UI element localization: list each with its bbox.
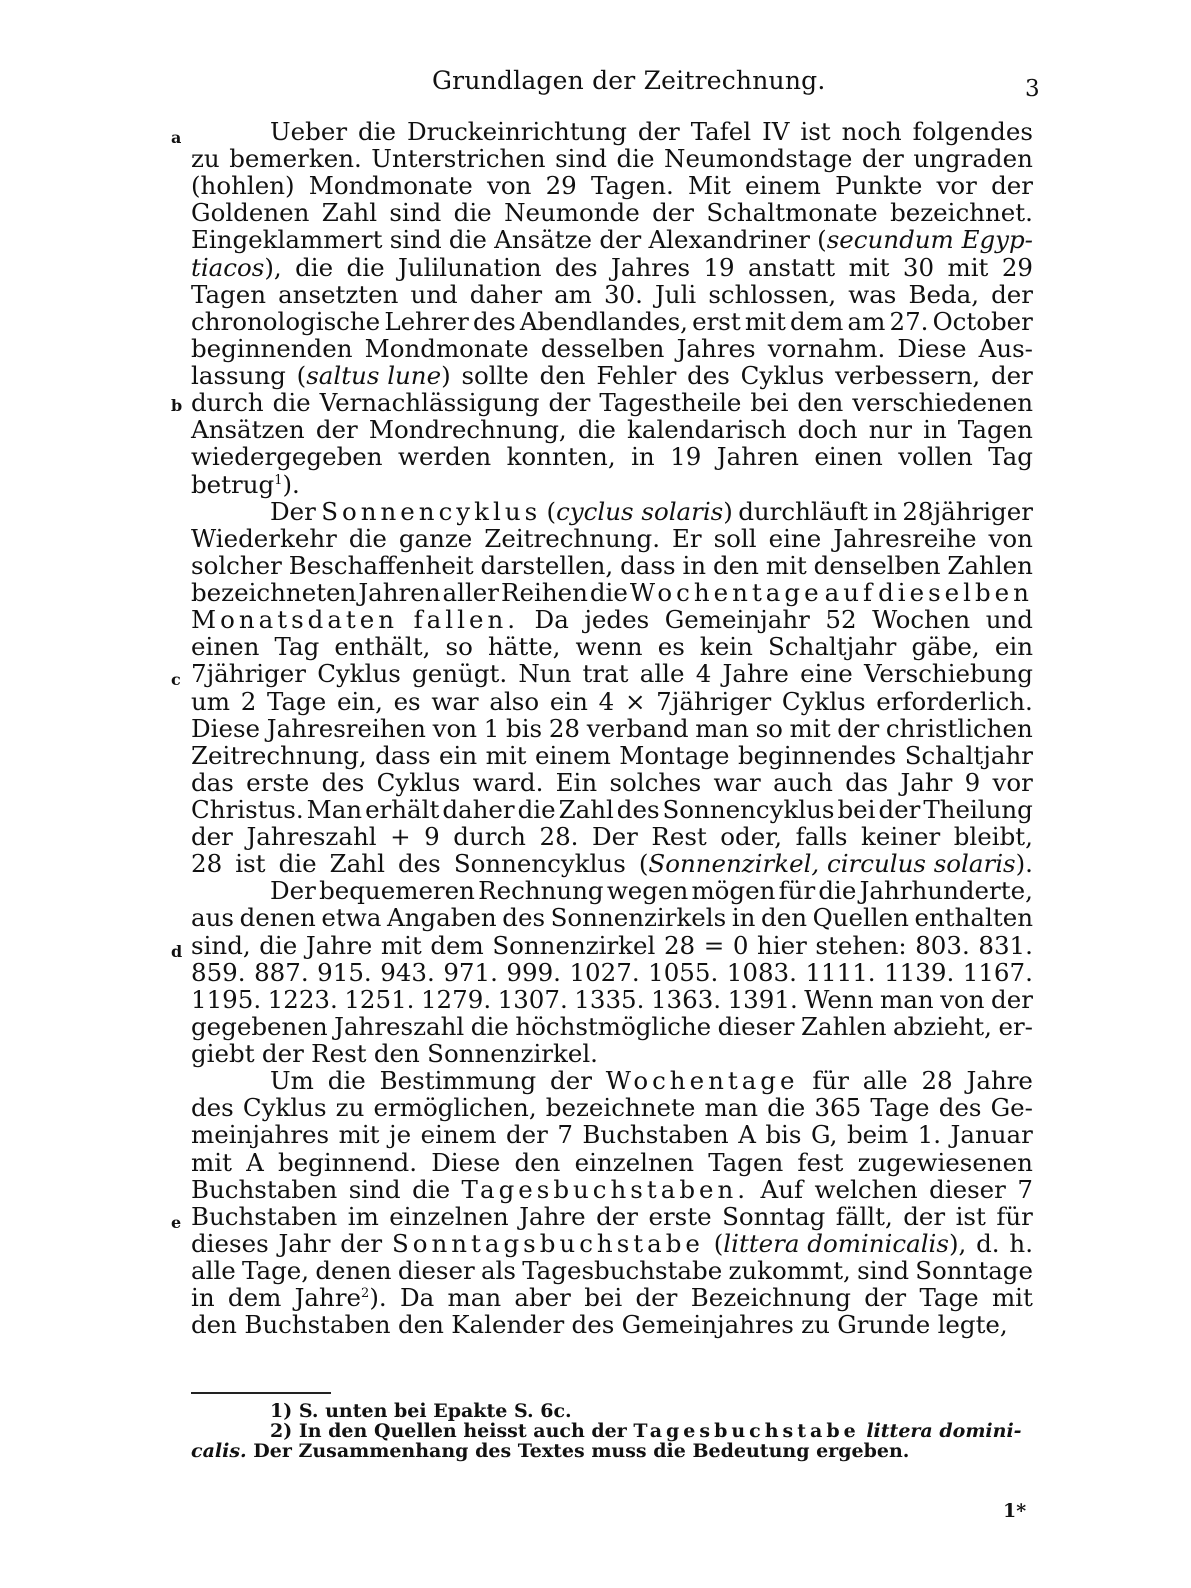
text-line: mit A beginnend. Diese den einzelnen Tagen fest zugewiesenen bbox=[191, 1147, 1033, 1177]
running-header: Grundlagen der Zeitrechnung. bbox=[432, 66, 826, 95]
text-line: bezeichneten Jahren aller Reihen die Wochentage auf dieselben bbox=[191, 578, 1033, 608]
margin-letter-c: c bbox=[171, 670, 181, 689]
text-line: Monatsdaten fallen. Da jedes Gemeinjahr 52 Wochen und bbox=[191, 605, 1033, 635]
footnote-1: 1) S. unten bei Epakte S. 6c. bbox=[270, 1400, 572, 1422]
text-line: durch die Vernachlässigung der Tagestheile bei den verschiedenen bbox=[191, 388, 1033, 418]
text-line: Ansätzen der Mondrechnung, die kalendarisch doch nur in Tagen bbox=[191, 415, 1033, 445]
margin-letter-e: e bbox=[171, 1213, 182, 1232]
text-line: tiacos), die die Julilunation des Jahres 19 anstatt mit 30 mit 29 bbox=[191, 252, 1033, 282]
text-line: Buchstaben im einzelnen Jahre der erste Sonntag fällt, der ist für bbox=[191, 1201, 1033, 1231]
text-line: giebt der Rest den Sonnenzirkel. bbox=[191, 1039, 598, 1069]
text-line: den Buchstaben den Kalender des Gemeinjahres zu Grunde legte, bbox=[191, 1310, 1008, 1340]
text-line: Diese Jahresreihen von 1 bis 28 verband man so mit der christlichen bbox=[191, 713, 1033, 743]
text-line: chronologische Lehrer des Abendlandes, erst mit dem am 27. October bbox=[191, 306, 1033, 336]
text-line: betrug$^1$). bbox=[191, 469, 300, 499]
text-line: aus denen etwa Angaben des Sonnenzirkels in den Quellen enthalten bbox=[191, 903, 1033, 933]
text-line: Wiederkehr die ganze Zeitrechnung. Er soll eine Jahresreihe von bbox=[191, 523, 1033, 553]
text-line: lassung (saltus lune) sollte den Fehler des Cyklus verbessern, der bbox=[191, 361, 1033, 391]
text-line: gegebenen Jahreszahl die höchstmögliche dieser Zahlen abzieht, er- bbox=[191, 1011, 1033, 1041]
text-line: Der bequemeren Rechnung wegen mögen für die Jahrhunderte, bbox=[270, 876, 1033, 906]
text-line: des Cyklus zu ermöglichen, bezeichnete man die 365 Tage des Ge- bbox=[191, 1093, 1033, 1123]
margin-letter-a: a bbox=[171, 128, 182, 147]
text-line: beginnenden Mondmonate desselben Jahres vornahm. Diese Aus- bbox=[191, 333, 1033, 363]
text-line: 7jähriger Cyklus genügt. Nun trat alle 4 Jahre eine Verschiebung bbox=[191, 659, 1033, 689]
footnote-rule bbox=[191, 1392, 331, 1394]
footnote-2-continued: calis. Der Zusammenhang des Textes muss die Bedeutung ergeben. bbox=[191, 1440, 910, 1462]
text-line: wiedergegeben werden konnten, in 19 Jahren einen vollen Tag bbox=[191, 442, 1033, 472]
text-line: Zeitrechnung, dass ein mit einem Montage beginnendes Schaltjahr bbox=[191, 740, 1033, 770]
text-line: sind, die Jahre mit dem Sonnenzirkel 28 = 0 hier stehen: 803. 831. bbox=[191, 930, 1033, 960]
text-line: dieses Jahr der Sonntagsbuchstabe (littera dominicalis), d. h. bbox=[191, 1228, 1033, 1258]
text-line: 859. 887. 915. 943. 971. 999. 1027. 1055. 1083. 1111. 1139. 1167. bbox=[191, 957, 1033, 987]
text-line: das erste des Cyklus ward. Ein solches war auch das Jahr 9 vor bbox=[191, 767, 1033, 797]
text-line: der Jahreszahl + 9 durch 28. Der Rest oder, falls keiner bleibt, bbox=[191, 822, 1033, 852]
text-line: 1195. 1223. 1251. 1279. 1307. 1335. 1363. 1391. Wenn man von der bbox=[191, 984, 1033, 1014]
margin-letter-b: b bbox=[171, 396, 183, 415]
text-line: zu bemerken. Unterstrichen sind die Neumondstage der ungraden bbox=[191, 144, 1033, 174]
text-line: Christus. Man erhält daher die Zahl des Sonnencyklus bei der Theilung bbox=[191, 795, 1033, 824]
signature-mark: 1* bbox=[1003, 1500, 1027, 1522]
text-line: meinjahres mit je einem der 7 Buchstaben A bis G, beim 1. Januar bbox=[191, 1120, 1033, 1150]
text-line: Tagen ansetzten und daher am 30. Juli schlossen, was Beda, der bbox=[191, 279, 1033, 309]
text-line: solcher Beschaffenheit darstellen, dass in den mit denselben Zahlen bbox=[191, 550, 1033, 580]
text-line: alle Tage, denen dieser als Tagesbuchstabe zukommt, sind Sonntage bbox=[191, 1256, 1033, 1286]
text-line: Goldenen Zahl sind die Neumonde der Schaltmonate bezeichnet. bbox=[191, 198, 1033, 228]
text-line: (hohlen) Mondmonate von 29 Tagen. Mit einem Punkte vor der bbox=[191, 171, 1033, 201]
text-line: Um die Bestimmung der Wochentage für alle 28 Jahre bbox=[270, 1066, 1033, 1096]
page-number: 3 bbox=[1025, 76, 1040, 102]
margin-letter-d: d bbox=[171, 942, 183, 961]
text-line: Eingeklammert sind die Ansätze der Alexandriner (secundum Egyp- bbox=[191, 225, 1033, 255]
text-line: um 2 Tage ein, es war also ein 4 × 7jähriger Cyklus erforderlich. bbox=[191, 686, 1033, 716]
footnote-2: 2) In den Quellen heisst auch der Tagesbuchstabe littera domini- bbox=[270, 1420, 1022, 1442]
text-line: 28 ist die Zahl des Sonnencyklus (Sonnenzirkel, circulus solaris). bbox=[191, 849, 1033, 879]
text-line: Der Sonnencyklus (cyclus solaris) durchläuft in 28jähriger bbox=[270, 496, 1033, 526]
text-line: in dem Jahre$^2$). Da man aber bei der Bezeichnung der Tage mit bbox=[191, 1283, 1033, 1313]
text-line: Ueber die Druckeinrichtung der Tafel IV ist noch folgendes bbox=[270, 117, 1033, 146]
text-line: Buchstaben sind die Tagesbuchstaben. Auf welchen dieser 7 bbox=[191, 1174, 1033, 1204]
text-line: einen Tag enthält, so hätte, wenn es kein Schaltjahr gäbe, ein bbox=[191, 632, 1033, 662]
